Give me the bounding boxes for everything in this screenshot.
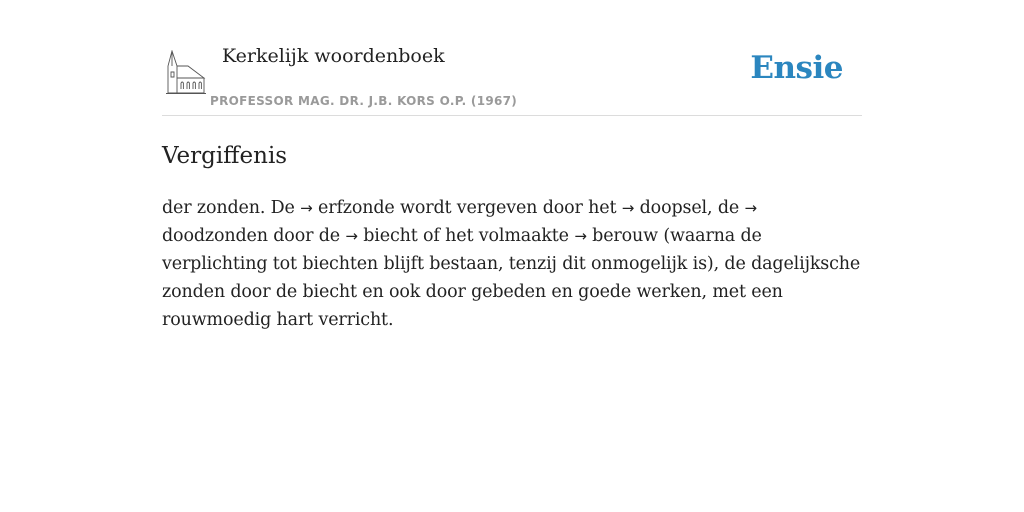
definition-text: , de xyxy=(707,198,745,218)
cross-reference-arrow-icon: → xyxy=(744,199,757,217)
cross-reference-arrow-icon: → xyxy=(345,227,358,245)
entry-definition xyxy=(162,194,862,334)
definition-text: door de xyxy=(267,226,346,246)
author-subtitle: PROFESSOR MAG. DR. J.B. KORS O.P. (1967) xyxy=(210,94,518,108)
definition-text: der zonden. De xyxy=(162,198,301,218)
cross-reference-arrow-icon: → xyxy=(574,227,587,245)
link-doodzonden[interactable]: doodzonden xyxy=(162,226,268,246)
cross-reference-arrow-icon: → xyxy=(621,199,635,217)
ensie-brand-link[interactable]: Ensie xyxy=(750,50,843,86)
definition-text: of het volmaakte xyxy=(417,226,575,246)
page xyxy=(162,0,862,334)
header xyxy=(162,0,862,116)
definition-text: (waarna de verplichting tot biechten blijft bestaan, tenzij dit onmogelijk is), de dagelijksche zonden door de biecht en ook door gebeden en goede werken, met een rouwmoedig hart verricht. xyxy=(162,226,861,330)
entry-title: Vergiffenis xyxy=(162,143,288,169)
link-doopsel[interactable]: doopsel xyxy=(639,198,707,218)
site-title-link[interactable]: Kerkelijk woordenboek xyxy=(222,45,445,67)
church-icon xyxy=(166,50,206,94)
link-erfzonde[interactable]: erfzonde xyxy=(318,198,395,218)
cross-reference-arrow-icon: → xyxy=(300,199,313,217)
link-berouw[interactable]: berouw xyxy=(592,226,658,246)
definition-text: wordt vergeven door het xyxy=(394,198,622,218)
link-biecht[interactable]: biecht xyxy=(363,226,418,246)
